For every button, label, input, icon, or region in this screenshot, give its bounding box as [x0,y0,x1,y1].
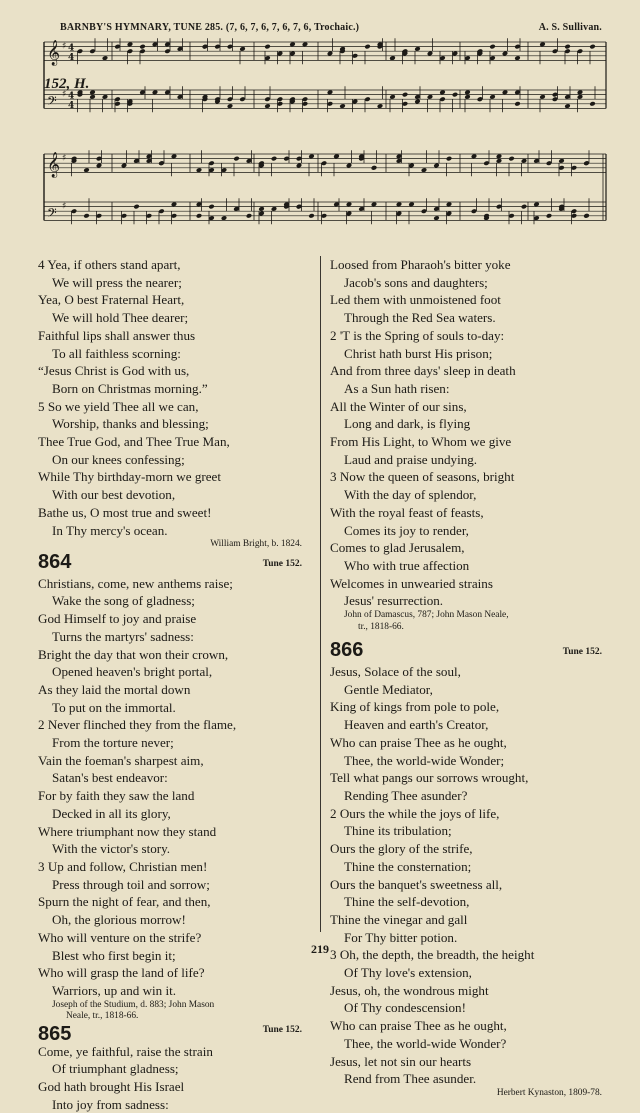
verse-line: Heaven and earth's Creator, [344,717,489,733]
verse-line: Led them with unmoistened foot [330,292,501,308]
svg-text:4: 4 [68,91,75,102]
composer-label: A. S. Sullivan. [538,22,602,33]
verse-block [38,1043,306,1113]
attribution: William Bright, b. 1824. [210,539,302,550]
verse-line: We will press the nearer; [52,274,182,290]
verse-line: Wake the song of gladness; [52,593,195,609]
verse-line: Thee, the world-wide Wonder; [344,752,505,768]
hymn-header [38,1023,306,1043]
verse-line: Rending Thee asunder? [344,787,468,803]
verse-line: Spurn the night of fear, and then, [38,894,211,910]
verse-line: Long and dark, is flying [344,416,471,432]
verse-line: To all faithless scorning: [52,345,181,361]
verse-line: Christians, come, new anthems raise; [38,575,233,591]
verse-line: Of triumphant gladness; [52,1061,179,1077]
verse-line: As they laid the mortal down [38,681,191,697]
verse-line: Come, ye faithful, raise the strain [38,1043,213,1059]
verse-line: Thine its tribulation; [344,823,452,839]
verse-line: Worship, thanks and blessing; [52,416,209,432]
verse-line: 5 So we yield Thee all we can, [38,398,199,414]
svg-text:♯: ♯ [62,89,67,100]
verse-line: To put on the immortal. [52,699,176,715]
verse-line: Of Thy love's extension, [344,965,472,981]
verse-line: 4 Yea, if others stand apart, [38,257,181,272]
verse-line: 2 Ours the while the joys of life, [330,805,500,821]
verse-line: Thine the consternation; [344,858,472,874]
verse-line: Where triumphant now they stand [38,823,217,839]
verse-line: Jesus, Solace of the soul, [330,664,461,680]
verse-line: God Himself to joy and praise [38,611,197,627]
attribution: tr., 1818-66. [358,621,404,632]
verse-line: Rend from Thee asunder. [344,1071,477,1087]
verse-line: Loosed from Pharaoh's bitter yoke [330,257,511,272]
verse-line: Who can praise Thee as he ought, [330,1018,507,1034]
verse-line: God hath brought His Israel [38,1079,185,1095]
verse-line: In Thy mercy's ocean. [52,522,168,538]
attribution: Herbert Kynaston, 1809-78. [496,1087,602,1098]
verse-line: Laud and praise undying. [344,451,478,467]
verse-line: With the day of splendor, [344,487,477,503]
verse-line: Ours the banquet's sweetness all, [330,876,503,892]
svg-text:♯: ♯ [62,41,67,52]
verse-line: Bright the day that won their crown, [38,646,229,662]
verse-block [38,575,306,1000]
svg-text:♯: ♯ [62,153,67,164]
verse-line: 3 Now the queen of seasons, bright [330,469,515,485]
verse-line: Thine the self-devotion, [344,894,470,910]
verse-line: While Thy birthday-morn we greet [38,469,222,485]
verse-line: And from three days' sleep in death [330,363,516,379]
verse-line: We will hold Thee dearer; [52,310,189,326]
verse-line: “Jesus Christ is God with us, [38,363,190,379]
music-header [60,22,602,36]
svg-text:♯: ♯ [62,201,67,212]
svg-text:𝄢: 𝄢 [47,93,57,112]
verse-line: Decked in all its glory, [52,805,171,821]
verse-line: Into joy from sadness: [52,1096,169,1112]
verse-line: Thee, the world-wide Wonder? [344,1035,507,1051]
verse-line: Gentle Mediator, [344,681,433,697]
verse-line: Of Thy condescension! [344,1000,466,1016]
hymn-header [330,639,606,663]
left-column [38,256,306,1113]
page-number: 219 [311,942,329,956]
verse-line: Press through toil and sorrow; [52,876,210,892]
verse-line: Bathe us, O most true and sweet! [38,504,212,520]
verse-line: Jesus, let not sin our hearts [330,1053,472,1069]
verse-line: As a Sun hath risen: [344,380,450,396]
attribution: John of Damascus, 787; John Mason Neale, [344,610,509,621]
music-score [40,36,612,252]
verse-block [38,256,306,539]
attribution: Neale, tr., 1818-66. [66,1011,139,1022]
verse-line: 3 Up and follow, Christian men! [38,859,208,874]
hymn-header [38,551,306,575]
verse-line: Tell what pangs our sorrows wrought, [330,770,529,786]
svg-text:4: 4 [68,43,75,54]
hymn-number: 866 [330,639,364,662]
verse-block [330,256,606,610]
verse-line: Blest who first begin it; [52,947,176,963]
svg-text:4: 4 [68,100,75,111]
verse-line: Through the Red Sea waters. [344,310,496,326]
verse-line: Jacob's sons and daughters; [344,274,488,290]
verse-line: Welcomes in unwearied strains [330,575,493,591]
verse-line: Yea, O best Fraternal Heart, [38,292,185,308]
hymn-number: 864 [38,550,72,573]
verse-block [330,663,606,1088]
verse-line: Thee True God, and Thee True Man, [38,434,230,450]
verse-line: Jesus, oh, the wondrous might [330,982,489,998]
svg-text:4: 4 [68,52,75,63]
verse-line: From the torture never; [52,735,174,751]
verse-line: Ours the glory of the strife, [330,841,473,857]
verse-line: Warriors, up and win it. [52,982,177,998]
verse-line: With the victor's story. [52,841,171,857]
hymn-number: 865 [38,1022,72,1045]
tune-number-label: 152, H. [44,76,90,92]
verse-line: Who can praise Thee as he ought, [330,734,507,750]
verse-line: Turns the martyrs' sadness: [52,628,194,644]
verse-line: Oh, the glorious morrow! [52,912,186,928]
verse-line: Thine the vinegar and gall [330,911,468,927]
verse-line: King of kings from pole to pole, [330,699,500,715]
verse-line: 2 Never flinched they from the flame, [38,717,237,733]
attribution: Joseph of the Studium, d. 883; John Mason [52,999,215,1010]
verse-line: Comes its joy to render, [344,522,469,538]
verse-line: From His Light, to Whom we give [330,434,512,450]
verse-line: Born on Christmas morning.” [52,380,208,396]
verse-line: Comes to glad Jerusalem, [330,540,465,556]
verse-line: With the royal feast of feasts, [330,504,484,520]
tune-source-label: BARNBY'S HYMNARY, TUNE 285. (7, 6, 7, 6, 7, 6, 7, 6, Trochaic.) [60,22,360,33]
verse-line: Opened heaven's bright portal, [52,664,213,680]
verse-line: Satan's best endeavor: [52,770,168,786]
verse-line: On our knees confessing; [52,451,185,467]
verse-line: For Thy bitter potion. [344,929,458,945]
verse-line: With our best devotion, [52,487,176,503]
verse-line: Vain the foeman's sharpest aim, [38,752,204,768]
tune-reference: Tune 152. [562,647,602,658]
verse-line: Faithful lips shall answer thus [38,327,196,343]
verse-line: Jesus' resurrection. [344,593,444,609]
column-divider [320,256,321,932]
tune-reference: Tune 152. [262,558,302,569]
verse-line: Who will venture on the strife? [38,929,202,945]
svg-text:𝄞: 𝄞 [47,40,61,66]
verse-line: Who with true affection [344,557,470,573]
svg-text:𝄞: 𝄞 [47,152,61,178]
verse-line: All the Winter of our sins, [330,398,467,414]
verse-line: Christ hath burst His prison; [344,345,493,361]
right-column [330,256,606,1099]
verse-line: 2 'T is the Spring of souls to-day: [330,327,505,343]
tune-reference: Tune 152. [262,1024,302,1035]
verse-line: 3 Oh, the depth, the breadth, the height [330,947,535,963]
verse-line: Who will grasp the land of life? [38,965,205,981]
verse-line: For by faith they saw the land [38,788,195,804]
svg-text:𝄢: 𝄢 [47,205,57,224]
